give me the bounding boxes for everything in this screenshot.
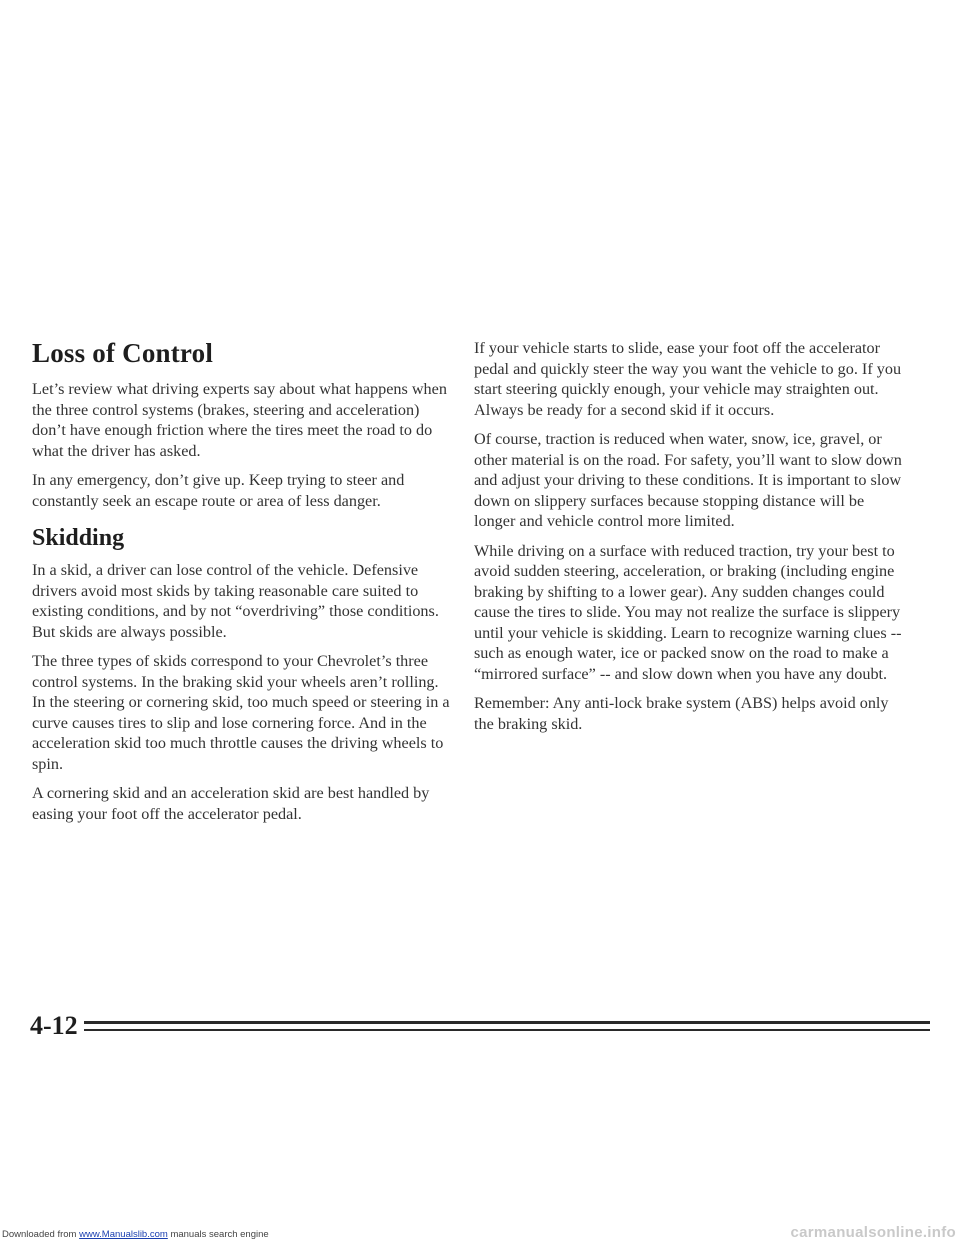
section-heading: Loss of Control bbox=[32, 338, 214, 368]
paragraph: While driving on a surface with reduced traction, try your best to avoid sudden steering, acceleration, or braking (including engine braking by shifting to a lower gear). Any sudden changes could cause the tires to slide. You may not realize the surface is slippery until your vehicle is skidding. Learn to recognize warning clues -- such as enough water, ice or packed snow on the road to make a “mirrored surface” -- and slow down when you have any doubt. bbox=[474, 541, 902, 683]
left-column bbox=[32, 338, 452, 833]
watermark: carmanualsonline.info bbox=[790, 1224, 956, 1241]
footer-suffix: manuals search engine bbox=[167, 1229, 269, 1240]
paragraph: A cornering skid and an acceleration skid are best handled by easing your foot off the accelerator pedal. bbox=[32, 784, 430, 823]
footer-rule bbox=[84, 1021, 930, 1024]
right-column bbox=[474, 338, 904, 743]
paragraph: In any emergency, don’t give up. Keep trying to steer and constantly seek an escape route or area of less danger. bbox=[32, 471, 405, 510]
manualslib-link[interactable]: www.Manualslib.com bbox=[79, 1229, 168, 1240]
paragraph: In a skid, a driver can lose control of the vehicle. Defensive drivers avoid most skids by taking reasonable care suited to existing conditions, and by not “overdriving” those conditions. But skids are always possible. bbox=[32, 561, 439, 641]
page-number: 4-12 bbox=[30, 1011, 78, 1040]
footer-prefix: Downloaded from bbox=[2, 1229, 80, 1240]
paragraph: Remember: Any anti-lock brake system (ABS) helps avoid only the braking skid. bbox=[474, 694, 889, 733]
paragraph: Let’s review what driving experts say about what happens when the three control systems (brakes, steering and acceleration) don’t have enough friction where the tires meet the road to do what the driver has asked. bbox=[32, 380, 447, 460]
paragraph: The three types of skids correspond to your Chevrolet’s three control systems. In the braking skid your wheels aren’t rolling. In the steering or cornering skid, too much speed or steering in a curve causes tires to slip and lose cornering force. And in the acceleration skid too much throttle causes the driving wheels to spin. bbox=[32, 652, 450, 773]
footer-rule-thin bbox=[84, 1029, 930, 1031]
paragraph: Of course, traction is reduced when water, snow, ice, gravel, or other material is on the road. For safety, you’ll want to slow down and adjust your driving to these conditions. It is important to slow down on slippery surfaces because stopping distance will be longer and vehicle control more limited. bbox=[474, 430, 902, 530]
paragraph: If your vehicle starts to slide, ease your foot off the accelerator pedal and quickly steer the way you want the vehicle to go. If you start steering quickly enough, your vehicle may straighten out. Always be ready for a second skid if it occurs. bbox=[474, 339, 902, 419]
subsection-heading: Skidding bbox=[32, 525, 125, 551]
download-footer bbox=[2, 1229, 269, 1240]
